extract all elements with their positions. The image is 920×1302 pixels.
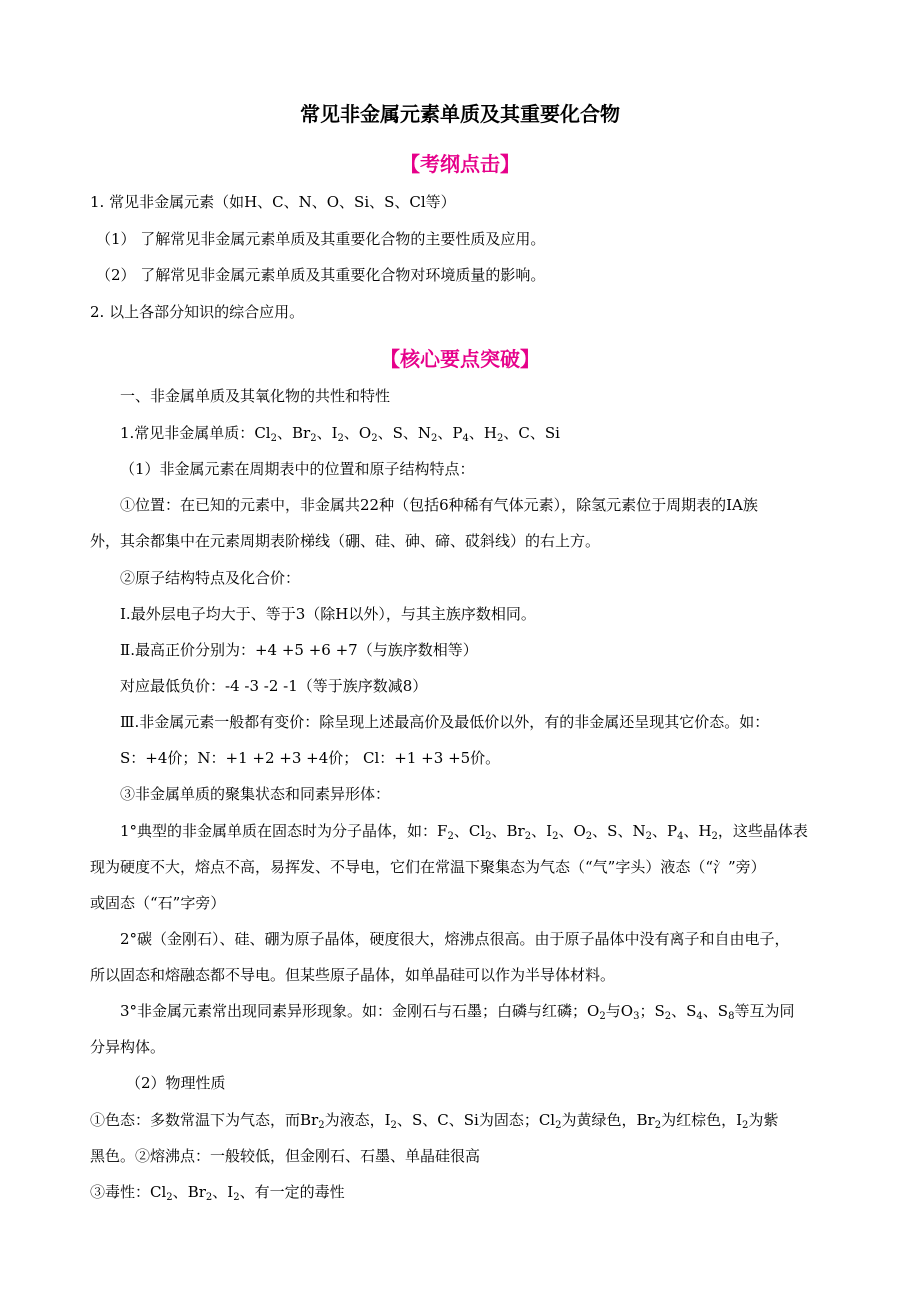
- outline-item-1-1: （1） 了解常见非金属元素单质及其重要化合物的主要性质及应用。: [96, 230, 546, 248]
- section-heading-core-points: 【核心要点突破】: [380, 347, 540, 371]
- outline-item-1-2: （2） 了解常见非金属元素单质及其重要化合物对环境质量的影响。: [96, 266, 546, 284]
- page-title: 常见非金属元素单质及其重要化合物: [300, 102, 620, 126]
- body-line-9: Ⅲ.非金属元素一般都有变价：除呈现上述最高价及最低价以外，有的非金属还呈现其它价态。如：: [120, 713, 770, 731]
- body-line-12: 1°典型的非金属单质在固态时为分子晶体，如：$F_2$、$Cl_2$、$Br_2$、$I_2$、$O_2$、S、$N_2$、$P_4$、$H_2$，这些晶体表: [120, 822, 808, 842]
- body-line-20: ①色态：多数常温下为气态，而$Br_2$为液态，$I_2$、S、C、Si为固态；$Cl_2$为黄绿色，$Br_2$为红棕色，$I_2$为紫: [90, 1111, 779, 1131]
- section-heading-exam-points: 【考纲点击】: [400, 152, 520, 176]
- body-heading-1: 一、非金属单质及其氧化物的共性和特性: [120, 387, 391, 405]
- outline-item-2: 2. 以上各部分知识的综合应用。: [90, 303, 305, 321]
- body-line-2: （1）非金属元素在周期表中的位置和原子结构特点：: [120, 460, 475, 478]
- body-line-elements: 1.常见非金属单质：$Cl_2$、$Br_2$、$I_2$、$O_2$、S、$N_2$、$P_4$、$H_2$、C、Si: [120, 424, 560, 444]
- body-line-8: 对应最低负价：-4 -3 -2 -1（等于族序数减8）: [120, 677, 428, 695]
- body-line-5: ②原子结构特点及化合价：: [120, 569, 301, 587]
- body-line-11: ③非金属单质的聚集状态和同素异形体：: [120, 785, 391, 803]
- body-line-13: 现为硬度不大，熔点不高，易挥发、不导电，它们在常温下聚集态为气态（“气”字头）液态（“氵”旁）: [90, 858, 766, 876]
- body-line-7: Ⅱ.最高正价分别为：+4 +5 +6 +7（与族序数相等）: [120, 641, 478, 659]
- body-line-16: 所以固态和熔融态都不导电。但某些原子晶体，如单晶硅可以作为半导体材料。: [90, 966, 616, 984]
- body-line-4: 外，其余都集中在元素周期表阶梯线（硼、硅、砷、碲、砹斜线）的右上方。: [90, 532, 601, 550]
- body-line-17: 3°非金属元素常出现同素异形现象。如：金刚石与石墨；白磷与红磷；$O_2$与$O_3$；$S_2$、$S_4$、$S_8$等互为同: [120, 1002, 795, 1022]
- body-line-14: 或固态（“石”字旁）: [90, 894, 226, 912]
- body-line-15: 2°碳（金刚石）、硅、硼为原子晶体，硬度很大，熔沸点很高。由于原子晶体中没有离子和自由电子，: [120, 930, 790, 948]
- body-line-21: 黑色。②熔沸点：一般较低，但金刚石、石墨、单晶硅很高: [90, 1147, 481, 1165]
- body-line-6: Ⅰ.最外层电子均大于、等于3（除H以外），与其主族序数相同。: [120, 605, 536, 623]
- body-line-18: 分异构体。: [90, 1038, 166, 1056]
- body-line-22: ③毒性：$Cl_2$、$Br_2$、$I_2$、有一定的毒性: [90, 1183, 345, 1203]
- body-line-3: ①位置：在已知的元素中，非金属共22种（包括6种稀有气体元素），除氢元素位于周期表的ⅠA族: [120, 496, 758, 514]
- body-line-19: （2）物理性质: [126, 1074, 226, 1092]
- outline-item-1: 1. 常见非金属元素（如H、C、N、O、Si、S、Cl等）: [90, 193, 456, 211]
- body-line-10: S：+4价；N：+1 +2 +3 +4价； Cl：+1 +3 +5价。: [120, 749, 501, 767]
